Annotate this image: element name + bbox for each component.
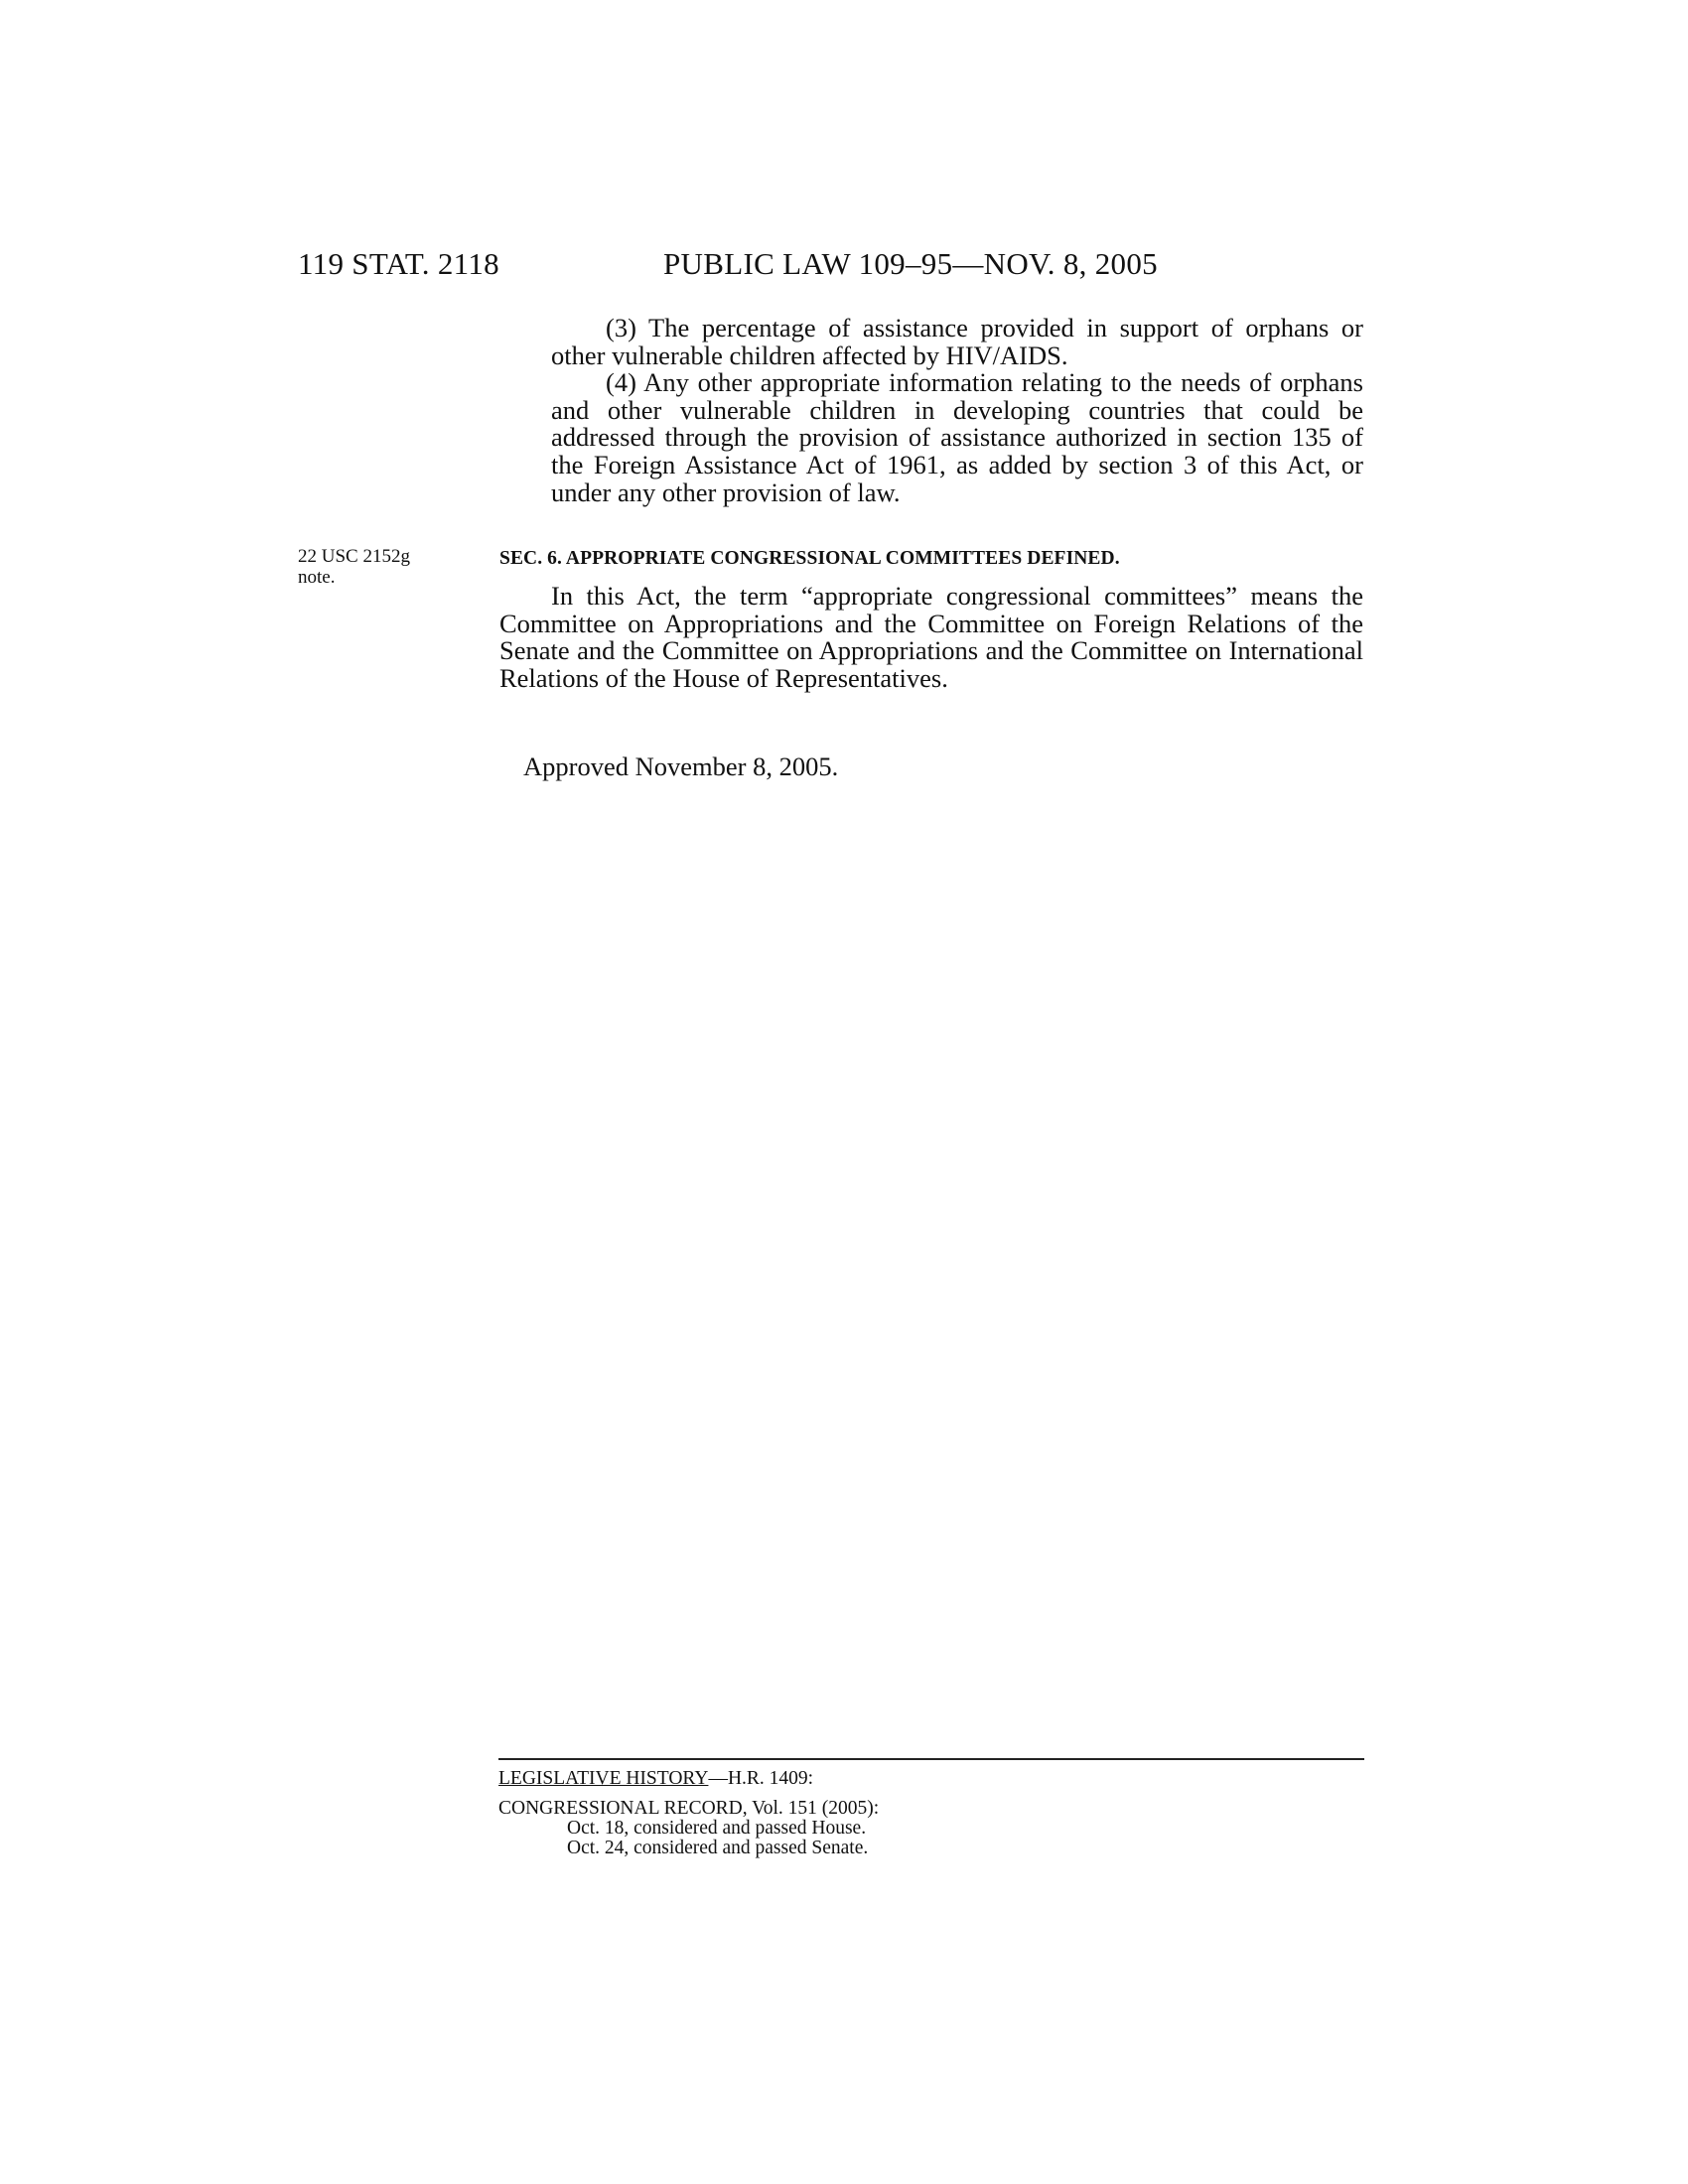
section-body	[499, 583, 1363, 692]
page-reference: 119 STAT. 2118	[298, 246, 499, 281]
margin-note	[298, 546, 447, 588]
approval-date: Approved November 8, 2005.	[523, 751, 839, 781]
section-definition: In this Act, the term “appropriate congressional committees” means the Committee on Appropriations and the Committee on Foreign Relations of the Senate and the Committee on Appropriations and the Committee on International Relations of the House of Representatives.	[499, 581, 1363, 693]
footnote-divider	[498, 1758, 1364, 1760]
section-heading: SEC. 6. APPROPRIATE CONGRESSIONAL COMMITTEES DEFINED.	[499, 548, 1120, 569]
house-action: Oct. 18, considered and passed House.	[567, 1818, 867, 1839]
legislative-history-line	[498, 1768, 813, 1789]
margin-note-citation: 22 USC 2152g	[298, 546, 410, 567]
legislative-history-label: LEGISLATIVE HISTORY	[498, 1768, 709, 1789]
report-items	[551, 315, 1363, 506]
running-header-title: PUBLIC LAW 109–95—NOV. 8, 2005	[663, 246, 1158, 281]
congressional-record: CONGRESSIONAL RECORD, Vol. 151 (2005):	[498, 1798, 880, 1819]
report-item-4: (4) Any other appropriate information relating to the needs of orphans and other vulnerable children in developing countries that could be addressed through the provision of assistance authorized in section 135 of the Foreign Assistance Act of 1961, as added by section 3 of this Act, or under any other provision of law.	[551, 367, 1363, 507]
senate-action: Oct. 24, considered and passed Senate.	[567, 1838, 869, 1858]
bill-number: —H.R. 1409:	[708, 1768, 814, 1789]
margin-note-suffix: note.	[298, 567, 336, 588]
report-item-3: (3) The percentage of assistance provided in support of orphans or other vulnerable children affected by HIV/AIDS.	[551, 313, 1363, 370]
